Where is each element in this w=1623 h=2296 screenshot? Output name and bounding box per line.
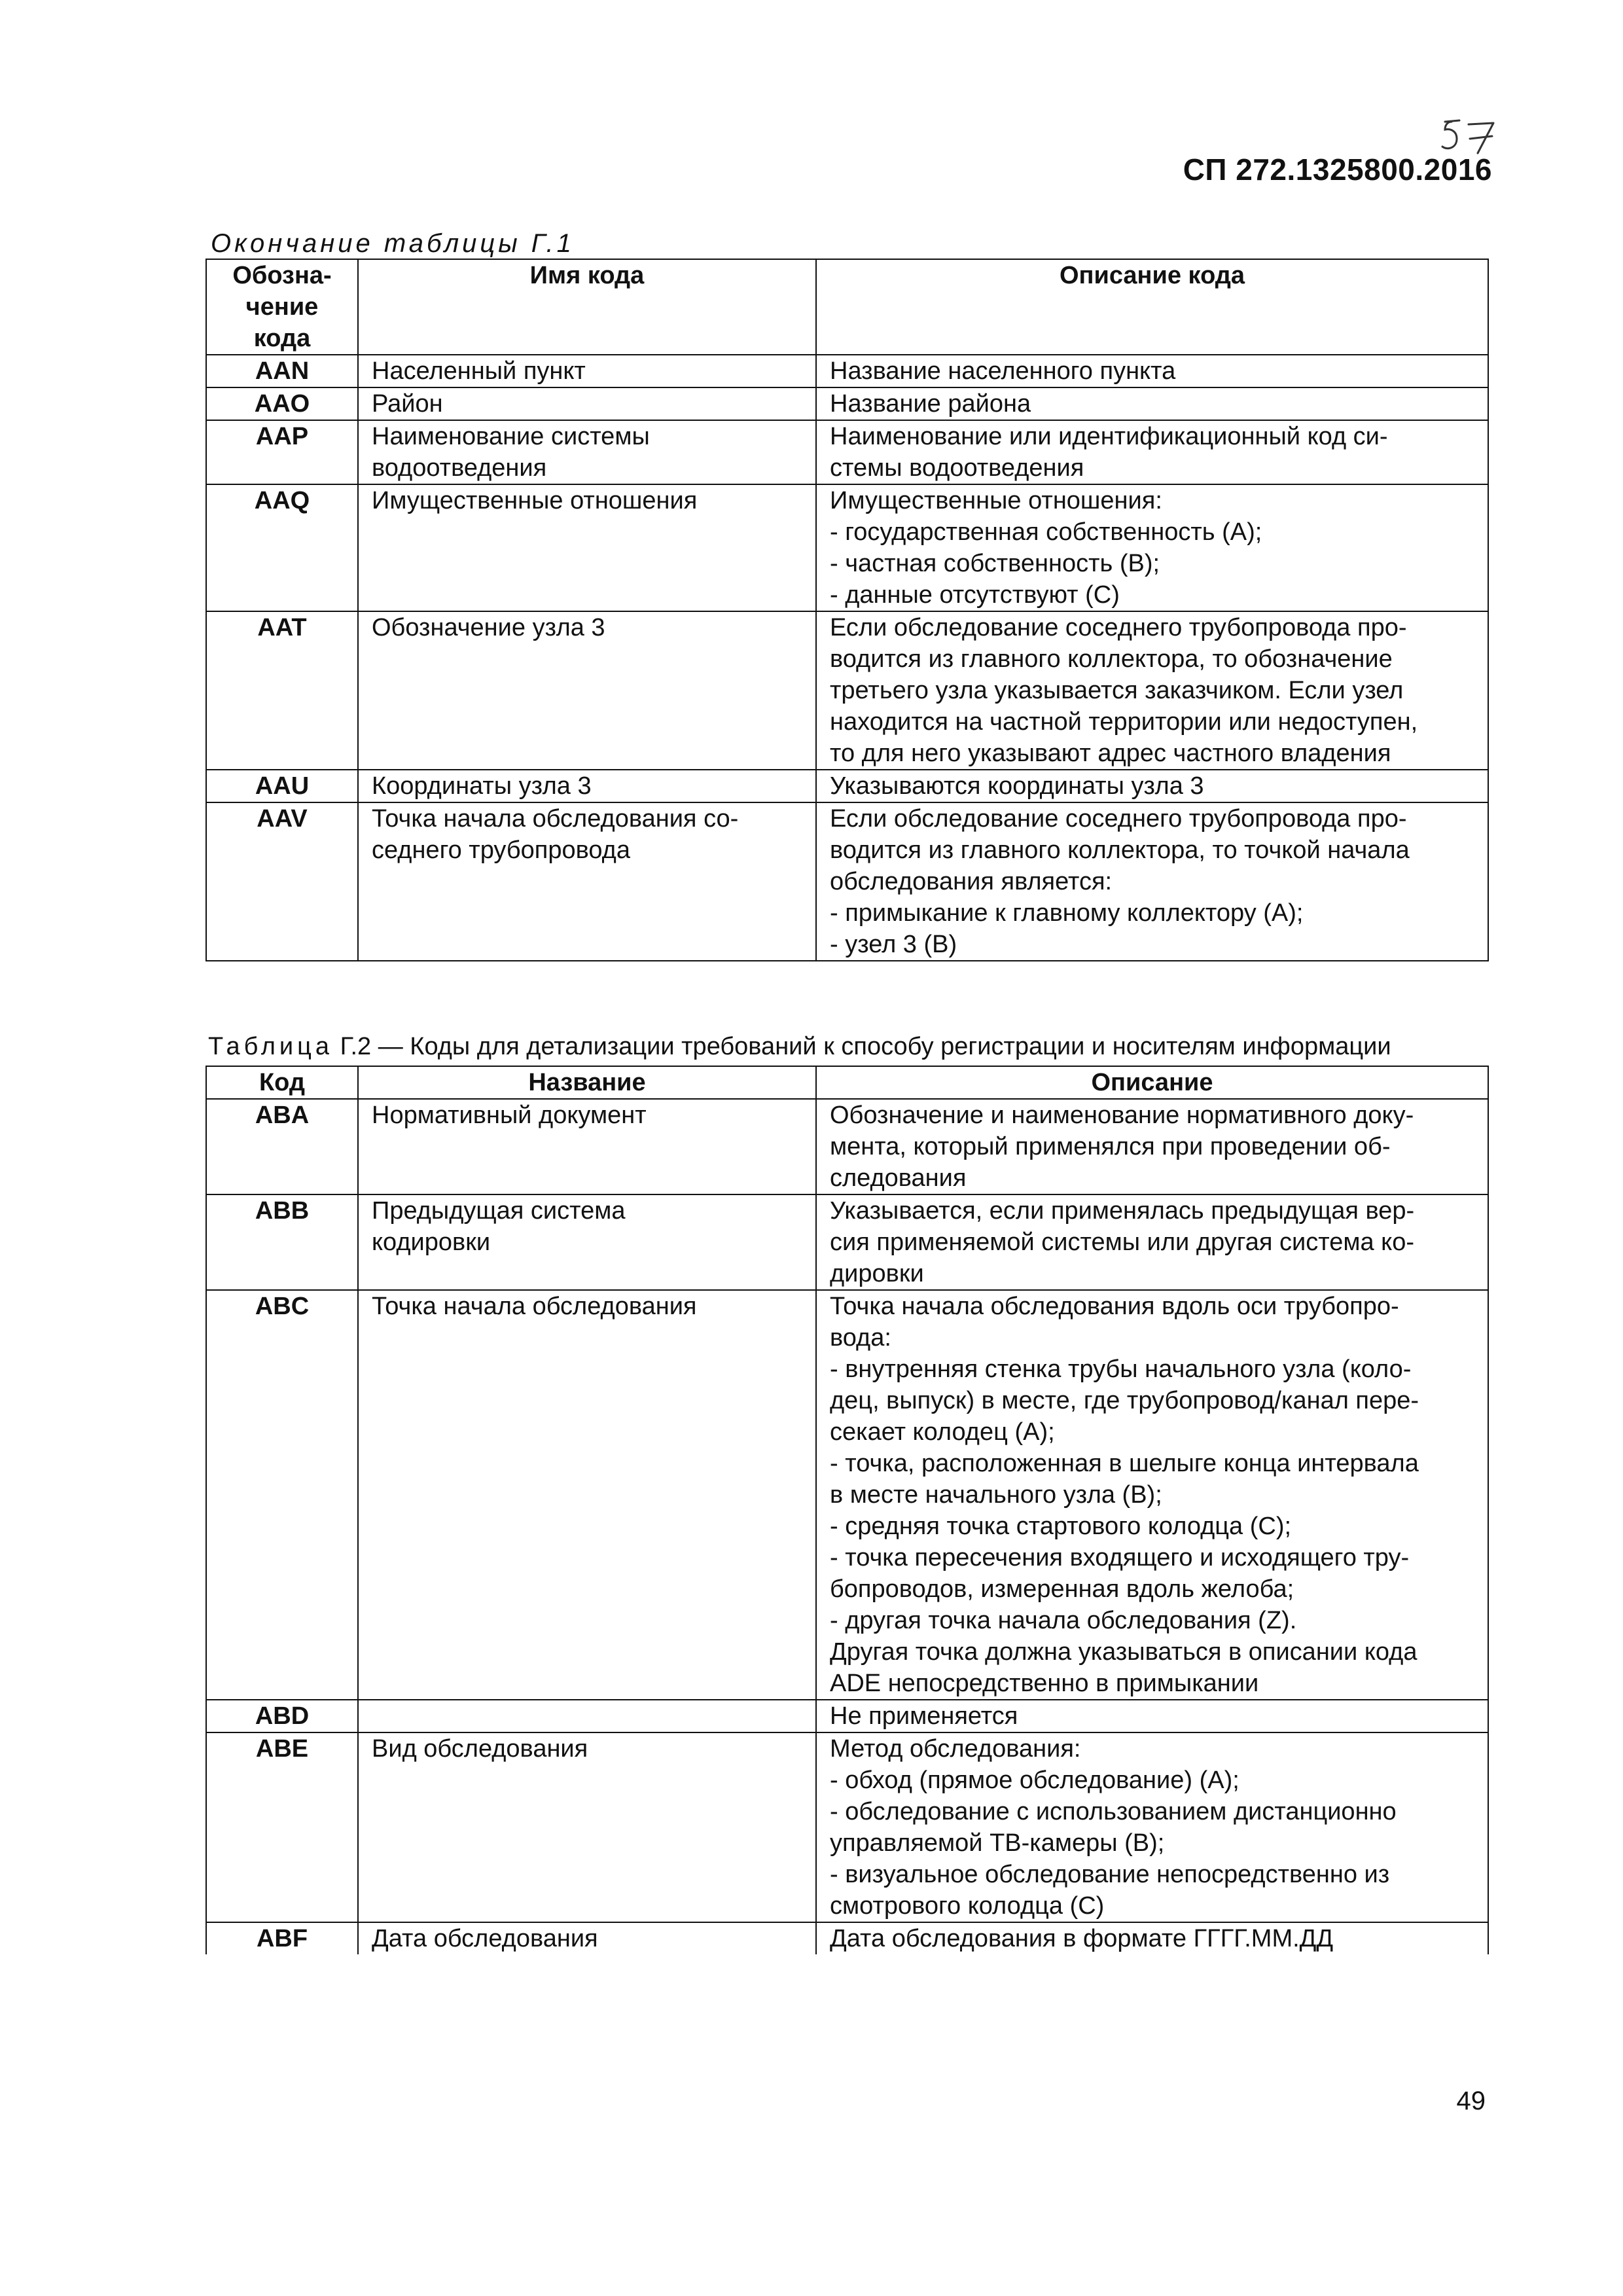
table-row bbox=[206, 1732, 1488, 1922]
desc-cell: Указывается, если применялась предыдущая вер- сия применяемой системы или другая система ко- дировки bbox=[816, 1194, 1488, 1290]
table2-header-name: Название bbox=[358, 1066, 816, 1099]
table2 bbox=[205, 1066, 1489, 1954]
desc-cell: Обозначение и наименование нормативного доку- мента, который применялся при проведении об- следования bbox=[816, 1099, 1488, 1194]
document-code: СП 272.1325800.2016 bbox=[1183, 152, 1492, 187]
desc-cell: Точка начала обследования вдоль оси трубопро- вода: - внутренняя стенка трубы начального узла (коло- дец, выпуск) в месте, где трубопровод/канал пере- секает колодец (А); - точка, расположенная в шелыге конца интервала в месте начального узла (В); - средняя точка стартового колодца (С); - точка пересечения входящего и исходящего тру- бопроводов, измеренная вдоль желоба; - другая точка начала обследования (Z). Другая точка должна указываться в описании кода ADE непосредственно в примыкании bbox=[816, 1290, 1488, 1700]
table1-header-name: Имя кода bbox=[358, 259, 816, 355]
table2-caption bbox=[208, 1033, 1391, 1061]
table-row bbox=[206, 1290, 1488, 1700]
name-cell: Точка начала обследования bbox=[358, 1290, 816, 1700]
desc-cell: Имущественные отношения: - государственная собственность (А); - частная собственность (В); - данные отсутствуют (С) bbox=[816, 484, 1488, 611]
name-cell: Нормативный документ bbox=[358, 1099, 816, 1194]
name-cell: Координаты узла 3 bbox=[358, 770, 816, 802]
table2-header-row bbox=[206, 1066, 1488, 1099]
table-row bbox=[206, 611, 1488, 770]
desc-cell: Если обследование соседнего трубопровода про- водится из главного коллектора, то обозначение третьего узла указывается заказчиком. Если узел находится на частной территории или недоступен, то для него указывают адрес частного владения bbox=[816, 611, 1488, 770]
name-cell: Обозначение узла 3 bbox=[358, 611, 816, 770]
table-row bbox=[206, 1922, 1488, 1954]
table-row bbox=[206, 1099, 1488, 1194]
code-cell: ABE bbox=[206, 1732, 358, 1922]
desc-cell: Название населенного пункта bbox=[816, 355, 1488, 387]
desc-cell: Если обследование соседнего трубопровода про- водится из главного коллектора, то точкой начала обследования является: - примыкание к главному коллектору (А); - узел 3 (В) bbox=[816, 802, 1488, 961]
code-cell: ABF bbox=[206, 1922, 358, 1954]
table-row bbox=[206, 770, 1488, 802]
name-cell: Предыдущая система кодировки bbox=[358, 1194, 816, 1290]
name-cell: Наименование системы водоотведения bbox=[358, 420, 816, 484]
table-row bbox=[206, 802, 1488, 961]
desc-cell: Наименование или идентификационный код си- стемы водоотведения bbox=[816, 420, 1488, 484]
code-cell: AAQ bbox=[206, 484, 358, 611]
table2-header-desc: Описание bbox=[816, 1066, 1488, 1099]
table2-caption-text: Г.2 — Коды для детализации требований к способу регистрации и носителям информации bbox=[340, 1033, 1391, 1060]
name-cell: Дата обследования bbox=[358, 1922, 816, 1954]
table1-header-code: Обозна- чение кода bbox=[206, 259, 358, 355]
code-cell: AAP bbox=[206, 420, 358, 484]
table-row bbox=[206, 355, 1488, 387]
table1 bbox=[205, 259, 1489, 961]
code-cell: AAU bbox=[206, 770, 358, 802]
table-row bbox=[206, 387, 1488, 420]
name-cell: Населенный пункт bbox=[358, 355, 816, 387]
page-number: 49 bbox=[1456, 2087, 1486, 2115]
name-cell: Район bbox=[358, 387, 816, 420]
code-cell: ABA bbox=[206, 1099, 358, 1194]
desc-cell: Дата обследования в формате ГГГГ.ММ.ДД bbox=[816, 1922, 1488, 1954]
table2-header-code: Код bbox=[206, 1066, 358, 1099]
table2-caption-label: Таблица bbox=[208, 1033, 333, 1060]
code-cell: ABB bbox=[206, 1194, 358, 1290]
table1-caption: Окончание таблицы Г.1 bbox=[211, 229, 575, 258]
name-cell: Имущественные отношения bbox=[358, 484, 816, 611]
code-cell: AAN bbox=[206, 355, 358, 387]
table-row bbox=[206, 1194, 1488, 1290]
name-cell: Точка начала обследования со- седнего трубопровода bbox=[358, 802, 816, 961]
table-row bbox=[206, 484, 1488, 611]
code-cell: AAV bbox=[206, 802, 358, 961]
name-cell: Вид обследования bbox=[358, 1732, 816, 1922]
desc-cell: Указываются координаты узла 3 bbox=[816, 770, 1488, 802]
code-cell: AAT bbox=[206, 611, 358, 770]
table-row bbox=[206, 1700, 1488, 1732]
desc-cell: Метод обследования: - обход (прямое обследование) (А); - обследование с использованием дистанционно управляемой ТВ-камеры (В); - визуальное обследование непосредственно из смотрового колодца (С) bbox=[816, 1732, 1488, 1922]
name-cell bbox=[358, 1700, 816, 1732]
table1-header-desc: Описание кода bbox=[816, 259, 1488, 355]
code-cell: ABD bbox=[206, 1700, 358, 1732]
code-cell: ABC bbox=[206, 1290, 358, 1700]
code-cell: AAO bbox=[206, 387, 358, 420]
desc-cell: Название района bbox=[816, 387, 1488, 420]
desc-cell: Не применяется bbox=[816, 1700, 1488, 1732]
table1-header-row bbox=[206, 259, 1488, 355]
table-row bbox=[206, 420, 1488, 484]
